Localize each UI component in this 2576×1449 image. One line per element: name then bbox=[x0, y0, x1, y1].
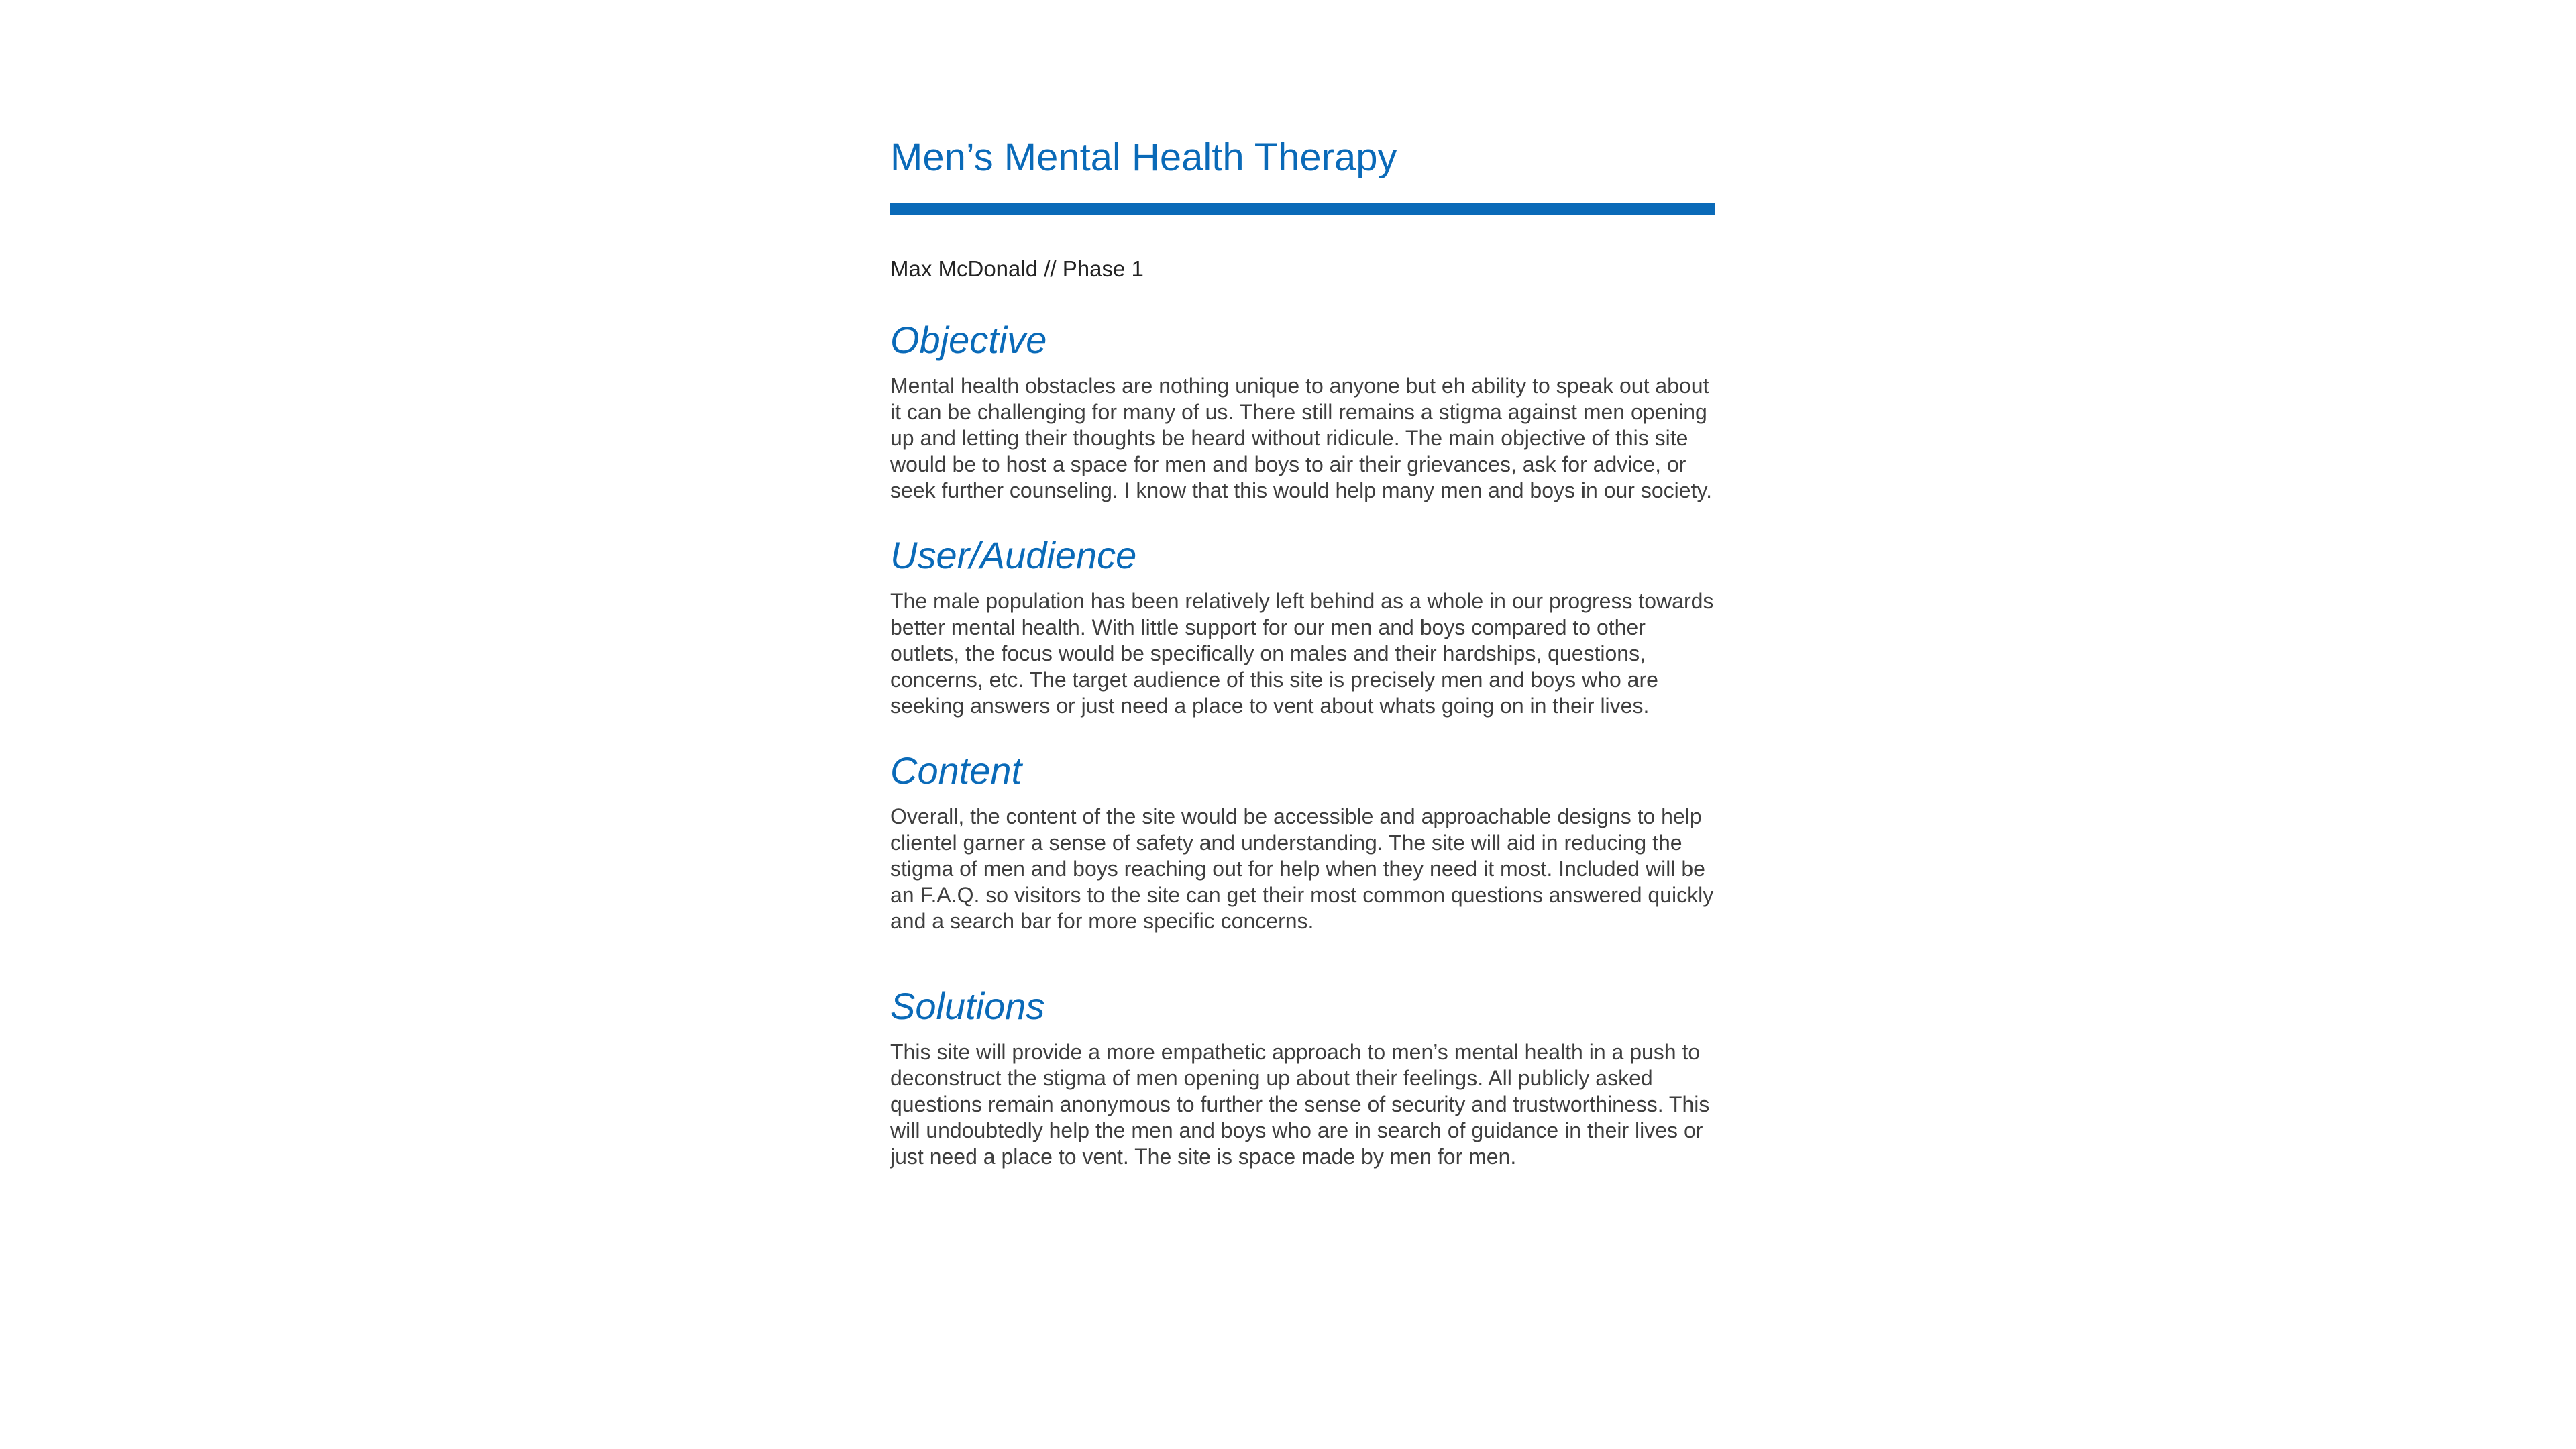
objective-heading: Objective bbox=[890, 319, 1047, 361]
title-divider bbox=[890, 203, 1715, 215]
page-title: Men’s Mental Health Therapy bbox=[890, 136, 1397, 179]
content-paragraph: Overall, the content of the site would be accessible and approachable designs to help clientel garner a sense of safety and understanding. The site will aid in reducing the stigma of men and boys reaching out for help when they need it most. Included will be an F.A.Q. so visitors to the site can get their most common questions answered quickly and a search bar for more specific concerns. bbox=[890, 804, 1714, 933]
user-audience-section bbox=[890, 531, 1715, 719]
solutions-heading: Solutions bbox=[890, 985, 1045, 1027]
objective-paragraph: Mental health obstacles are nothing unique to anyone but eh ability to speak out about it can be challenging for many of us. There still remains a stigma against men opening up and letting their thoughts be heard without ridicule. The main objective of this site would be to host a space for men and boys to air their grievances, ask for advice, or seek further counseling. I know that this would help many men and boys in our society. bbox=[890, 374, 1712, 502]
user-audience-paragraph: The male population has been relatively left behind as a whole in our progress towards better mental health. With little support for our men and boys compared to other outlets, the focus would be specifically on males and their hardships, questions, concerns, etc. The target audience of this site is precisely men and boys who are seeking answers or just need a place to vent about whats going on in their lives. bbox=[890, 589, 1714, 718]
user-audience-heading: User/Audience bbox=[890, 534, 1137, 576]
solutions-paragraph: This site will provide a more empathetic approach to men’s mental health in a push to deconstruct the stigma of men opening up about their feelings. All publicly asked questions remain anonymous to further the sense of security and trustworthiness. This will undoubtedly help the men and boys who are in search of guidance in their lives or just need a place to vent. The site is space made by men for men. bbox=[890, 1040, 1710, 1169]
objective-section bbox=[890, 316, 1715, 504]
content-heading: Content bbox=[890, 749, 1022, 792]
solutions-section bbox=[890, 982, 1715, 1170]
author-phase-line: Max McDonald // Phase 1 bbox=[890, 256, 1144, 281]
document-column bbox=[890, 131, 1715, 1170]
content-section bbox=[890, 747, 1715, 934]
